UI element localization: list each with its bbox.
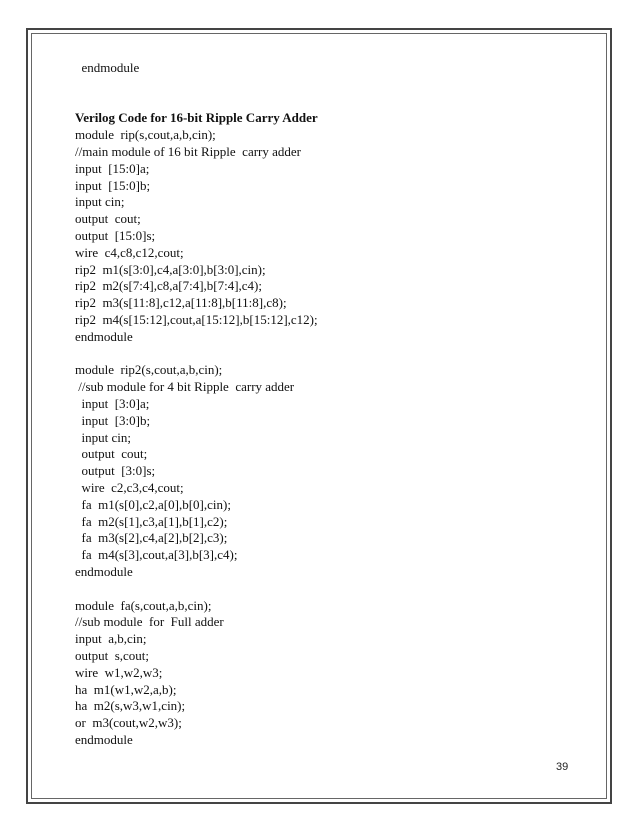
code-line: input [15:0]a; [75,160,150,176]
code-line: endmodule [75,328,133,344]
code-line: endmodule [75,60,140,75]
code-line: module fa(s,cout,a,b,cin); [75,597,212,613]
code-line: //main module of 16 bit Ripple carry adder [75,144,301,159]
code-line: rip2 m2(s[7:4],c8,a[7:4],b[7:4],c4); [75,278,263,294]
code-line: endmodule [75,732,133,747]
code-line: output cout; [75,446,148,462]
code-line: ha m1(w1,w2,a,b); [75,681,177,697]
code-line: rip2 m1(s[3:0],c4,a[3:0],b[3:0],cin); [75,261,266,277]
code-line: //sub module for Full adder [75,614,224,630]
section-heading: Verilog Code for 16-bit Ripple Carry Adder [75,110,318,126]
code-line: input [3:0]a; [75,396,150,411]
code-line: endmodule [75,564,133,579]
code-line: input a,b,cin; [75,631,147,647]
code-line: output [15:0]s; [75,228,156,243]
code-line: wire c4,c8,c12,cout; [75,244,184,260]
code-line: fa m2(s[1],c3,a[1],b[1],c2); [75,513,228,529]
code-line: fa m4(s[3],cout,a[3],b[3],c4); [75,547,238,563]
code-line: output [3:0]s; [75,463,156,479]
code-line: module rip(s,cout,a,b,cin); [75,127,216,143]
code-line: input [3:0]b; [75,412,151,428]
code-line: rip2 m3(s[11:8],c12,a[11:8],b[11:8],c8); [75,295,287,311]
code-line: or m3(cout,w2,w3); [75,715,182,731]
code-line: rip2 m4(s[15:12],cout,a[15:12],b[15:12],c12); [75,312,318,327]
code-line: wire w1,w2,w3; [75,664,163,680]
code-line: input cin; [75,429,131,445]
code-line: fa m3(s[2],c4,a[2],b[2],c3); [75,530,228,546]
code-line: //sub module for 4 bit Ripple carry adder [75,379,295,395]
code-line: ha m2(s,w3,w1,cin); [75,698,186,714]
code-line: output s,cout; [75,648,150,663]
code-line: module rip2(s,cout,a,b,cin); [75,362,223,378]
page-number: 39 [556,761,569,773]
code-line: wire c2,c3,c4,cout; [75,480,184,495]
code-line: fa m1(s[0],c2,a[0],b[0],cin); [75,496,231,512]
code-line: input cin; [75,194,125,210]
code-line: output cout; [75,211,141,227]
code-line: input [15:0]b; [75,177,151,193]
